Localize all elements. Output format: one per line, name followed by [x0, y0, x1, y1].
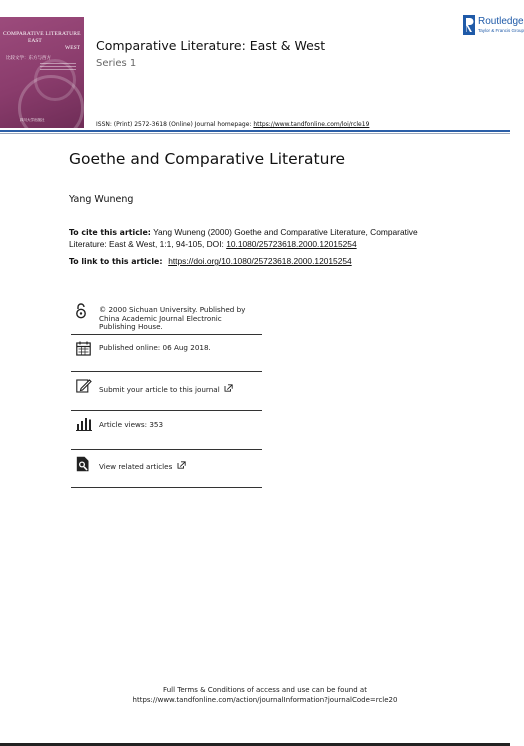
citation-block [69, 227, 449, 249]
submit-row[interactable] [71, 378, 262, 396]
article-title: Goethe and Comparative Literature [69, 150, 346, 168]
open-access-icon [75, 303, 87, 319]
info-divider [71, 487, 262, 488]
cover-publisher: 四川大学出版社 [20, 118, 45, 122]
views-text: Article views: 353 [99, 420, 164, 429]
external-link-icon [177, 461, 186, 469]
info-divider [71, 371, 262, 372]
published-row [71, 341, 262, 359]
cover-decorative-lines [40, 63, 76, 72]
routledge-logo [463, 15, 524, 37]
related-text: View related articles [99, 462, 173, 471]
external-link-icon [224, 384, 233, 392]
journal-homepage-link[interactable]: https://www.tandfonline.com/loi/rcle19 [253, 121, 370, 128]
license-text: © 2000 Sichuan University. Published by China Academic Journal Electronic Publishing House. [99, 305, 246, 332]
link-label: To link to this article: [69, 257, 166, 266]
cover-title-line2: EAST [28, 38, 42, 44]
submit-link[interactable] [99, 384, 233, 395]
cite-text: Yang Wuneng (2000) Goethe and Comparative Literature, Comparative Literature: East & West, 1:1, 94-105, DOI: [69, 227, 418, 249]
cover-title-line1: COMPARATIVE LITERATURE [3, 31, 81, 37]
journal-cover-image [0, 17, 84, 128]
journal-series: Series 1 [96, 58, 137, 69]
cover-cjk-title: 比较文学：东方与西方 [6, 55, 51, 60]
link-block [69, 256, 352, 266]
issn-text: ISSN: (Print) 2572-3618 (Online) Journal homepage: [96, 121, 254, 128]
info-divider [71, 410, 262, 411]
footer [10, 685, 520, 705]
logo-subtitle: Taylor & Francis Group [478, 28, 524, 33]
footer-terms-link[interactable]: https://www.tandfonline.com/action/journalInformation?journalCode=rcle20 [132, 696, 398, 704]
submit-text: Submit your article to this journal [99, 385, 220, 394]
related-row[interactable] [71, 456, 262, 474]
submit-pencil-icon [76, 378, 92, 393]
article-doi-url-link[interactable]: https://doi.org/10.1080/25723618.2000.12015254 [168, 256, 352, 266]
header-rule [0, 130, 510, 132]
article-author: Yang Wuneng [69, 194, 134, 205]
related-link[interactable] [99, 461, 186, 472]
info-divider [71, 449, 262, 450]
license-row [71, 303, 262, 333]
calendar-icon [76, 341, 91, 356]
bar-chart-icon [76, 417, 92, 431]
journal-title: Comparative Literature: East & West [96, 38, 326, 53]
header-rule-thin [0, 133, 510, 134]
doi-link[interactable]: 10.1080/25723618.2000.12015254 [226, 238, 357, 249]
routledge-r-icon [463, 15, 475, 35]
issn-line [96, 121, 369, 128]
footer-line1: Full Terms & Conditions of access and use can be found at [163, 686, 367, 694]
related-articles-icon [76, 456, 90, 472]
info-divider [71, 334, 262, 335]
published-text: Published online: 06 Aug 2018. [99, 343, 211, 352]
cite-label: To cite this article: [69, 228, 151, 237]
views-row [71, 417, 262, 433]
cover-title-line3: WEST [65, 45, 80, 51]
logo-name: Routledge [478, 16, 524, 27]
